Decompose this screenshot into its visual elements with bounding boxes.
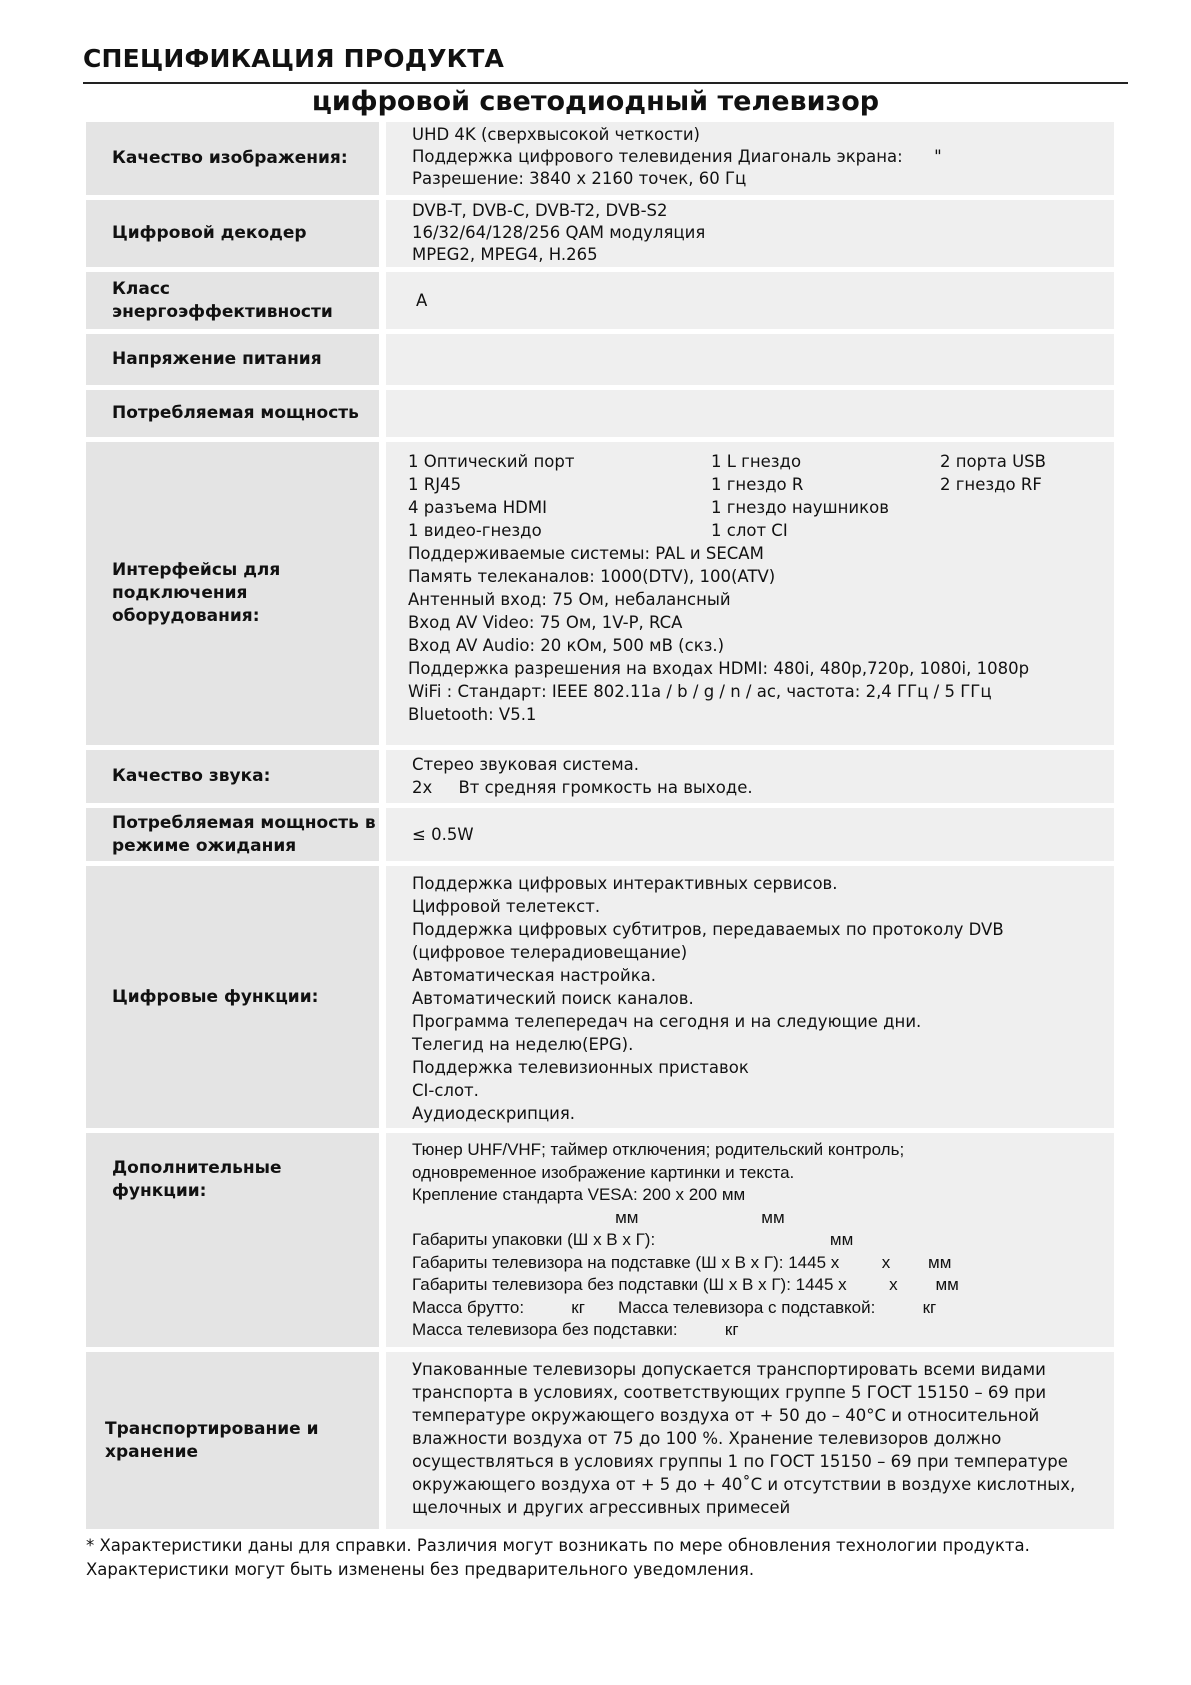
spec-line: Поддержка цифрового телевидения Диагональ экрана: " [412,147,942,166]
spec-line: Поддержка телевизионных приставок [412,1058,749,1077]
value-standby-power [386,808,1114,861]
spec-table [86,122,1114,1534]
spec-line: 1 слот CI [711,521,788,540]
row-sound-quality [86,750,1114,803]
spec-line: 2 гнездо RF [940,475,1042,494]
label-digital-functions: Цифровые функции: [86,866,379,1128]
spec-line: Крепление стандарта VESA: 200 х 200 мм [412,1185,746,1204]
ports-column-2 [711,450,940,542]
spec-line: WiFi : Стандарт: IEEE 802.11a / b / g / n / ac, частота: 2,4 ГГц / 5 ГГц [408,682,992,701]
spec-line: Цифровой телетекст. [412,897,601,916]
label-extra-functions: Дополнительные функции: [86,1133,379,1347]
label-supply-voltage: Напряжение питания [86,334,379,385]
row-interfaces [86,442,1114,745]
row-energy-class [86,272,1114,329]
row-power-consumption [86,390,1114,437]
spec-line: транспорта в условиях, соответствующих группе 5 ГОСТ 15150 – 69 при [412,1383,1047,1402]
value-transport-storage [386,1352,1114,1529]
footnote-line-2: Характеристики могут быть изменены без предварительного уведомления. [86,1560,755,1579]
spec-line: Масса телевизора без подставки: кг [412,1320,739,1339]
spec-line: CI-слот. [412,1081,479,1100]
ports-column-3 [940,450,1090,542]
energy-class-value: A [416,291,428,310]
spec-line: Поддержка разрешения на входах HDMI: 480i, 480p,720p, 1080i, 1080p [408,659,1030,678]
spec-line: 1 Оптический порт [408,452,575,471]
value-energy-class [386,272,1114,329]
value-power-consumption [386,390,1114,437]
interfaces-details [408,542,1114,726]
label-interfaces: Интерфейсы для подключения оборудования: [86,442,379,745]
spec-line: Поддержка цифровых субтитров, передаваемых по протоколу DVB [412,920,1004,939]
spec-line: 1 видео-гнездо [408,521,542,540]
page-subtitle: цифровой светодиодный телевизор [311,86,880,117]
label-energy-class: Класс энергоэффективности [86,272,379,329]
spec-line: Габариты телевизора без подставки (Ш х В х Г): 1445 х х мм [412,1275,959,1294]
row-extra-functions [86,1133,1114,1347]
spec-line: Стерео звуковая система. [412,755,640,774]
footnote [86,1534,1030,1582]
value-supply-voltage [386,334,1114,385]
spec-line: 1 RJ45 [408,475,462,494]
spec-line: Телегид на неделю(EPG). [412,1035,634,1054]
spec-line: щелочных и других агрессивных примесей [412,1498,791,1517]
spec-line: Масса брутто: кг Масса телевизора с подставкой: кг [412,1297,937,1317]
spec-line: Поддерживаемые системы: PAL и SECAM [408,544,764,563]
row-digital-decoder [86,200,1114,267]
spec-line: 2 порта USB [940,452,1046,471]
spec-line: 1 гнездо наушников [711,498,889,517]
label-picture-quality: Качество изображения: [86,122,379,195]
spec-line: Память телеканалов: 1000(DTV), 100(ATV) [408,567,776,586]
label-sound-quality: Качество звука: [86,750,379,803]
row-supply-voltage [86,334,1114,385]
spec-line: влажности воздуха от 75 до 100 %. Хранение телевизоров должно [412,1429,1002,1448]
spec-line: Поддержка цифровых интерактивных сервисов. [412,874,838,893]
spec-line: Тюнер UHF/VHF; таймер отключения; родительский контроль; [412,1140,905,1159]
spec-line: 16/32/64/128/256 QAM модуляция [412,223,706,242]
spec-line: Габариты телевизора на подставке (Ш х В х Г): 1445 х х мм [412,1252,952,1272]
spec-line: Автоматический поиск каналов. [412,989,694,1008]
value-digital-functions [386,866,1114,1128]
spec-line: Программа телепередач на сегодня и на следующие дни. [412,1012,922,1031]
spec-line: Автоматическая настройка. [412,966,657,985]
interfaces-ports [408,450,1114,542]
value-extra-functions [386,1133,1114,1347]
label-power-consumption: Потребляемая мощность [86,390,379,437]
spec-line: Упакованные телевизоры допускается транспортировать всеми видами [412,1360,1046,1379]
value-digital-decoder [386,200,1114,267]
label-standby-power: Потребляемая мощность в режиме ожидания [86,808,379,861]
spec-line: мм мм [412,1207,785,1227]
label-transport-storage: Транспортирование и хранение [86,1352,379,1529]
label-digital-decoder: Цифровой декодер [86,200,379,267]
spec-line: Вход AV Video: 75 Ом, 1V-P, RCA [408,613,683,632]
row-digital-functions [86,866,1114,1128]
spec-line: Антенный вход: 75 Ом, небалансный [408,590,731,609]
footnote-line-1: * Характеристики даны для справки. Различия могут возникать по мере обновления технологии продукта. [86,1536,1030,1555]
standby-power-value: ≤ 0.5W [412,825,474,844]
spec-line: 1 L гнездо [711,452,802,471]
spec-line: окружающего воздуха от + 5 до + 40˚С и отсутствии в воздухе кислотных, [412,1475,1076,1494]
title-divider [83,82,1128,84]
row-standby-power [86,808,1114,861]
spec-line: Bluetooth: V5.1 [408,705,537,724]
value-interfaces [386,442,1114,745]
spec-line: 2х Вт средняя громкость на выходе. [412,778,753,797]
spec-line: Аудиодескрипция. [412,1104,575,1123]
spec-line: температуре окружающего воздуха от + 50 до – 40°С и относительной [412,1406,1040,1425]
spec-line: DVB-T, DVB-C, DVB-T2, DVB-S2 [412,201,668,220]
spec-line: одновременное изображение картинки и текста. [412,1162,795,1182]
spec-line: осуществляться в условиях группы 1 по ГОСТ 15150 – 69 при температуре [412,1452,1068,1471]
value-picture-quality [386,122,1114,195]
spec-line: 4 разъема HDMI [408,498,547,517]
spec-line: Вход AV Audio: 20 кОм, 500 мВ (скз.) [408,636,725,655]
spec-line: MPEG2, MPEG4, H.265 [412,245,598,264]
spec-line: UHD 4K (сверхвысокой четкости) [412,125,700,144]
ports-column-1 [408,450,711,542]
row-transport-storage [86,1352,1114,1529]
spec-line: Габариты упаковки (Ш х В х Г): мм [412,1230,854,1249]
page-title: СПЕЦИФИКАЦИЯ ПРОДУКТА [83,44,505,73]
spec-line: 1 гнездо R [711,475,804,494]
value-sound-quality [386,750,1114,803]
spec-line: Разрешение: 3840 х 2160 точек, 60 Гц [412,169,747,188]
row-picture-quality [86,122,1114,195]
spec-line: (цифровое телерадиовещание) [412,943,688,962]
